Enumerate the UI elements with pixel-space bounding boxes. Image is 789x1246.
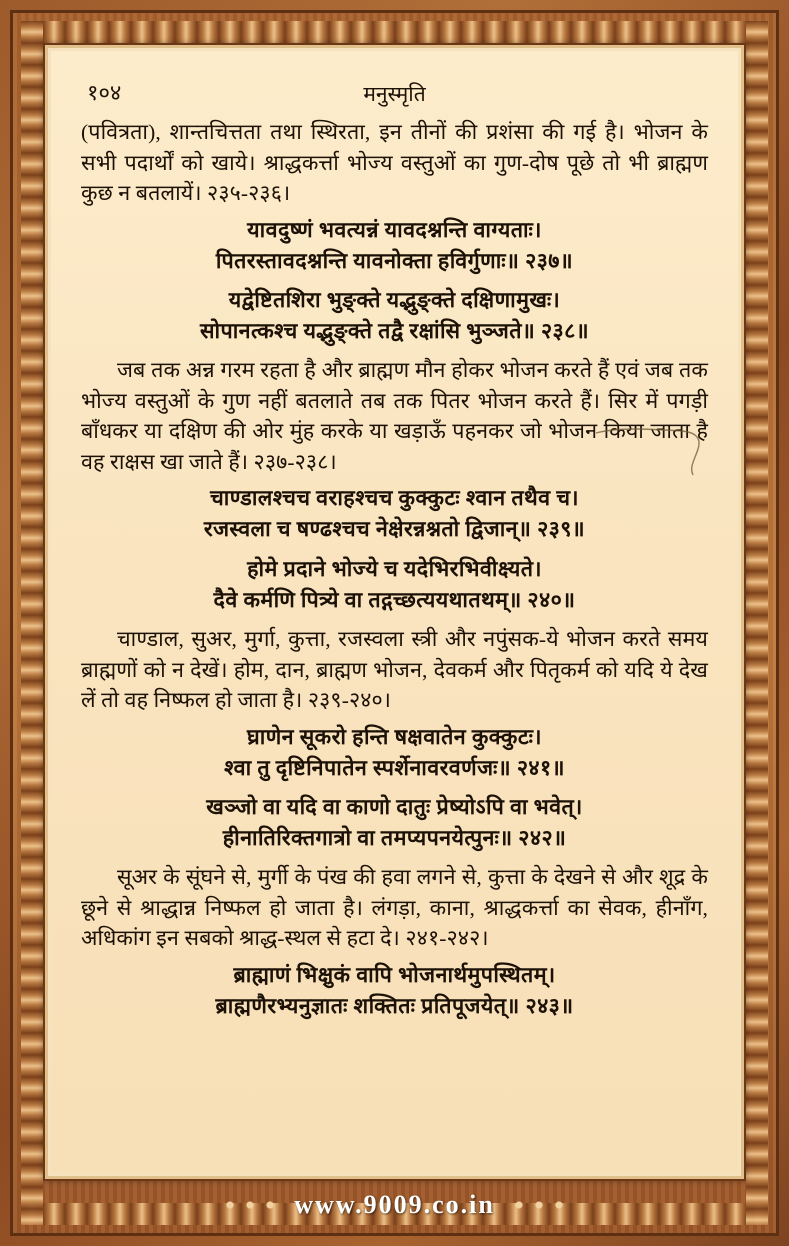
verse-line: खञ्जो वा यदि वा काणो दातुः प्रेष्योऽपि वा भवेत्। <box>206 794 583 819</box>
verse-line: घ्राणेन सूकरो हन्ति षक्षवातेन कुक्कुटः। <box>247 724 542 749</box>
verse-240 <box>81 554 708 616</box>
paragraph-4: सूअर के सूंघने से, मुर्गी के पंख की हवा लगने से, कुत्ता के देखने से और शूद्र के छूने से श्राद्धान्न निष्फल हो जाता है। लंगड़ा, काना, श्राद्धकर्त्ता का सेवक, हीनाँग, अधिकांग इन सबको श्राद्ध-स्थल से हटा दे। २४१-२४२। <box>81 865 708 951</box>
verse-line: दैवे कर्मणि पित्र्ये वा तद्गच्छत्ययथातथम्॥ २४०॥ <box>213 587 576 612</box>
paragraph-4-block <box>81 862 708 954</box>
paragraph-3: चाण्डाल, सुअर, मुर्गा, कुत्ता, रजस्वला स्त्री और नपुंसक-ये भोजन करते समय ब्राह्मणों को न देखें। होम, दान, ब्राह्मण भोजन, देवकर्म और पितृकर्म को यदि ये देख लें तो वह निष्फल हो जाता है। २३९-२४०। <box>81 626 708 713</box>
footer-ornament-right-icon <box>509 1200 569 1210</box>
verse-239 <box>81 483 708 545</box>
verse-line: यावदुष्णं भवत्यन्नं यावदश्नन्ति वाग्यताः। <box>247 217 542 242</box>
verse-line: हीनातिरिक्तगात्रो वा तमप्यपनयेत्पुनः॥ २४२॥ <box>222 826 567 851</box>
verse-line: रजस्वला च षण्ढश्चच नेक्षेरन्नश्नतो द्विजान्॥ २३९॥ <box>203 517 586 542</box>
verse-line: चाण्डालश्चच वराहश्चच कुक्कुटः श्वान तथैव च। <box>210 486 579 511</box>
paragraph-2-block <box>81 355 708 477</box>
verse-242 <box>81 792 708 854</box>
footer-website-url: www.9009.co.in <box>294 1190 495 1219</box>
verse-line: पितरस्तावदश्नन्ति यावनोक्ता हविर्गुणाः॥ २३७॥ <box>215 248 574 273</box>
book-title: मनुस्मृति <box>363 82 426 106</box>
verse-line: श्वा तु दृष्टिनिपातेन स्पर्शेनावरवर्णजः॥ २४१॥ <box>224 755 565 780</box>
verse-line: ब्राह्माणं भिक्षुकं वापि भोजनार्थमुपस्थितम्। <box>233 962 556 987</box>
paragraph-1: (पवित्रता), शान्तचित्तता तथा स्थिरता, इन तीनों की प्रशंसा की गई है। भोजन के सभी पदार्थों को खाये। श्राद्धकर्त्ता भोज्य वस्तुओं का गुण-दोष पूछे तो भी ब्राह्मण कुछ न बतलायें। २३५-२३६। <box>81 120 708 206</box>
footer-ornament-left-icon <box>220 1200 280 1210</box>
verse-241 <box>81 722 708 784</box>
page-header <box>81 77 708 111</box>
rope-ornament-top <box>21 21 768 43</box>
page-border <box>43 43 746 1181</box>
verse-line: यद्वेष्टितशिरा भुङ्क्ते यद्भुङ्क्ते दक्षिणामुखः। <box>228 287 561 312</box>
verse-line: सोपानत्कश्च यद्भुङ्क्ते तद्वै रक्षांसि भुञ्जते॥ २३८॥ <box>200 319 589 344</box>
rope-ornament-right <box>746 21 768 1225</box>
rope-ornament-left <box>21 21 43 1225</box>
verse-238 <box>81 285 708 347</box>
page-paper <box>51 51 738 1173</box>
paragraph-2: जब तक अन्न गरम रहता है और ब्राह्मण मौन होकर भोजन करते हैं एवं जब तक भोज्य वस्तुओं के गुण नहीं बतलाते तब तक पितर भोजन करते हैं। सिर में पगड़ी बाँधकर या दक्षिण की ओर मुंह करके या खड़ाऊँ पहनकर जो भोजन किया जाता है वह राक्षस खा जाते हैं। २३७-२३८। <box>81 358 708 474</box>
verse-237 <box>81 215 708 277</box>
verse-243 <box>81 960 708 1022</box>
page-number: १०४ <box>87 80 122 105</box>
page-footer <box>43 1187 746 1223</box>
paragraph-3-block <box>81 624 708 716</box>
verse-line: होमे प्रदाने भोज्ये च यदेभिरभिवीक्ष्यते। <box>247 556 542 581</box>
verse-line: ब्राह्मणैरभ्यनुज्ञातः शक्तितः प्रतिपूजयेत्॥ २४३॥ <box>215 993 574 1018</box>
decorative-outer-frame <box>10 10 779 1236</box>
